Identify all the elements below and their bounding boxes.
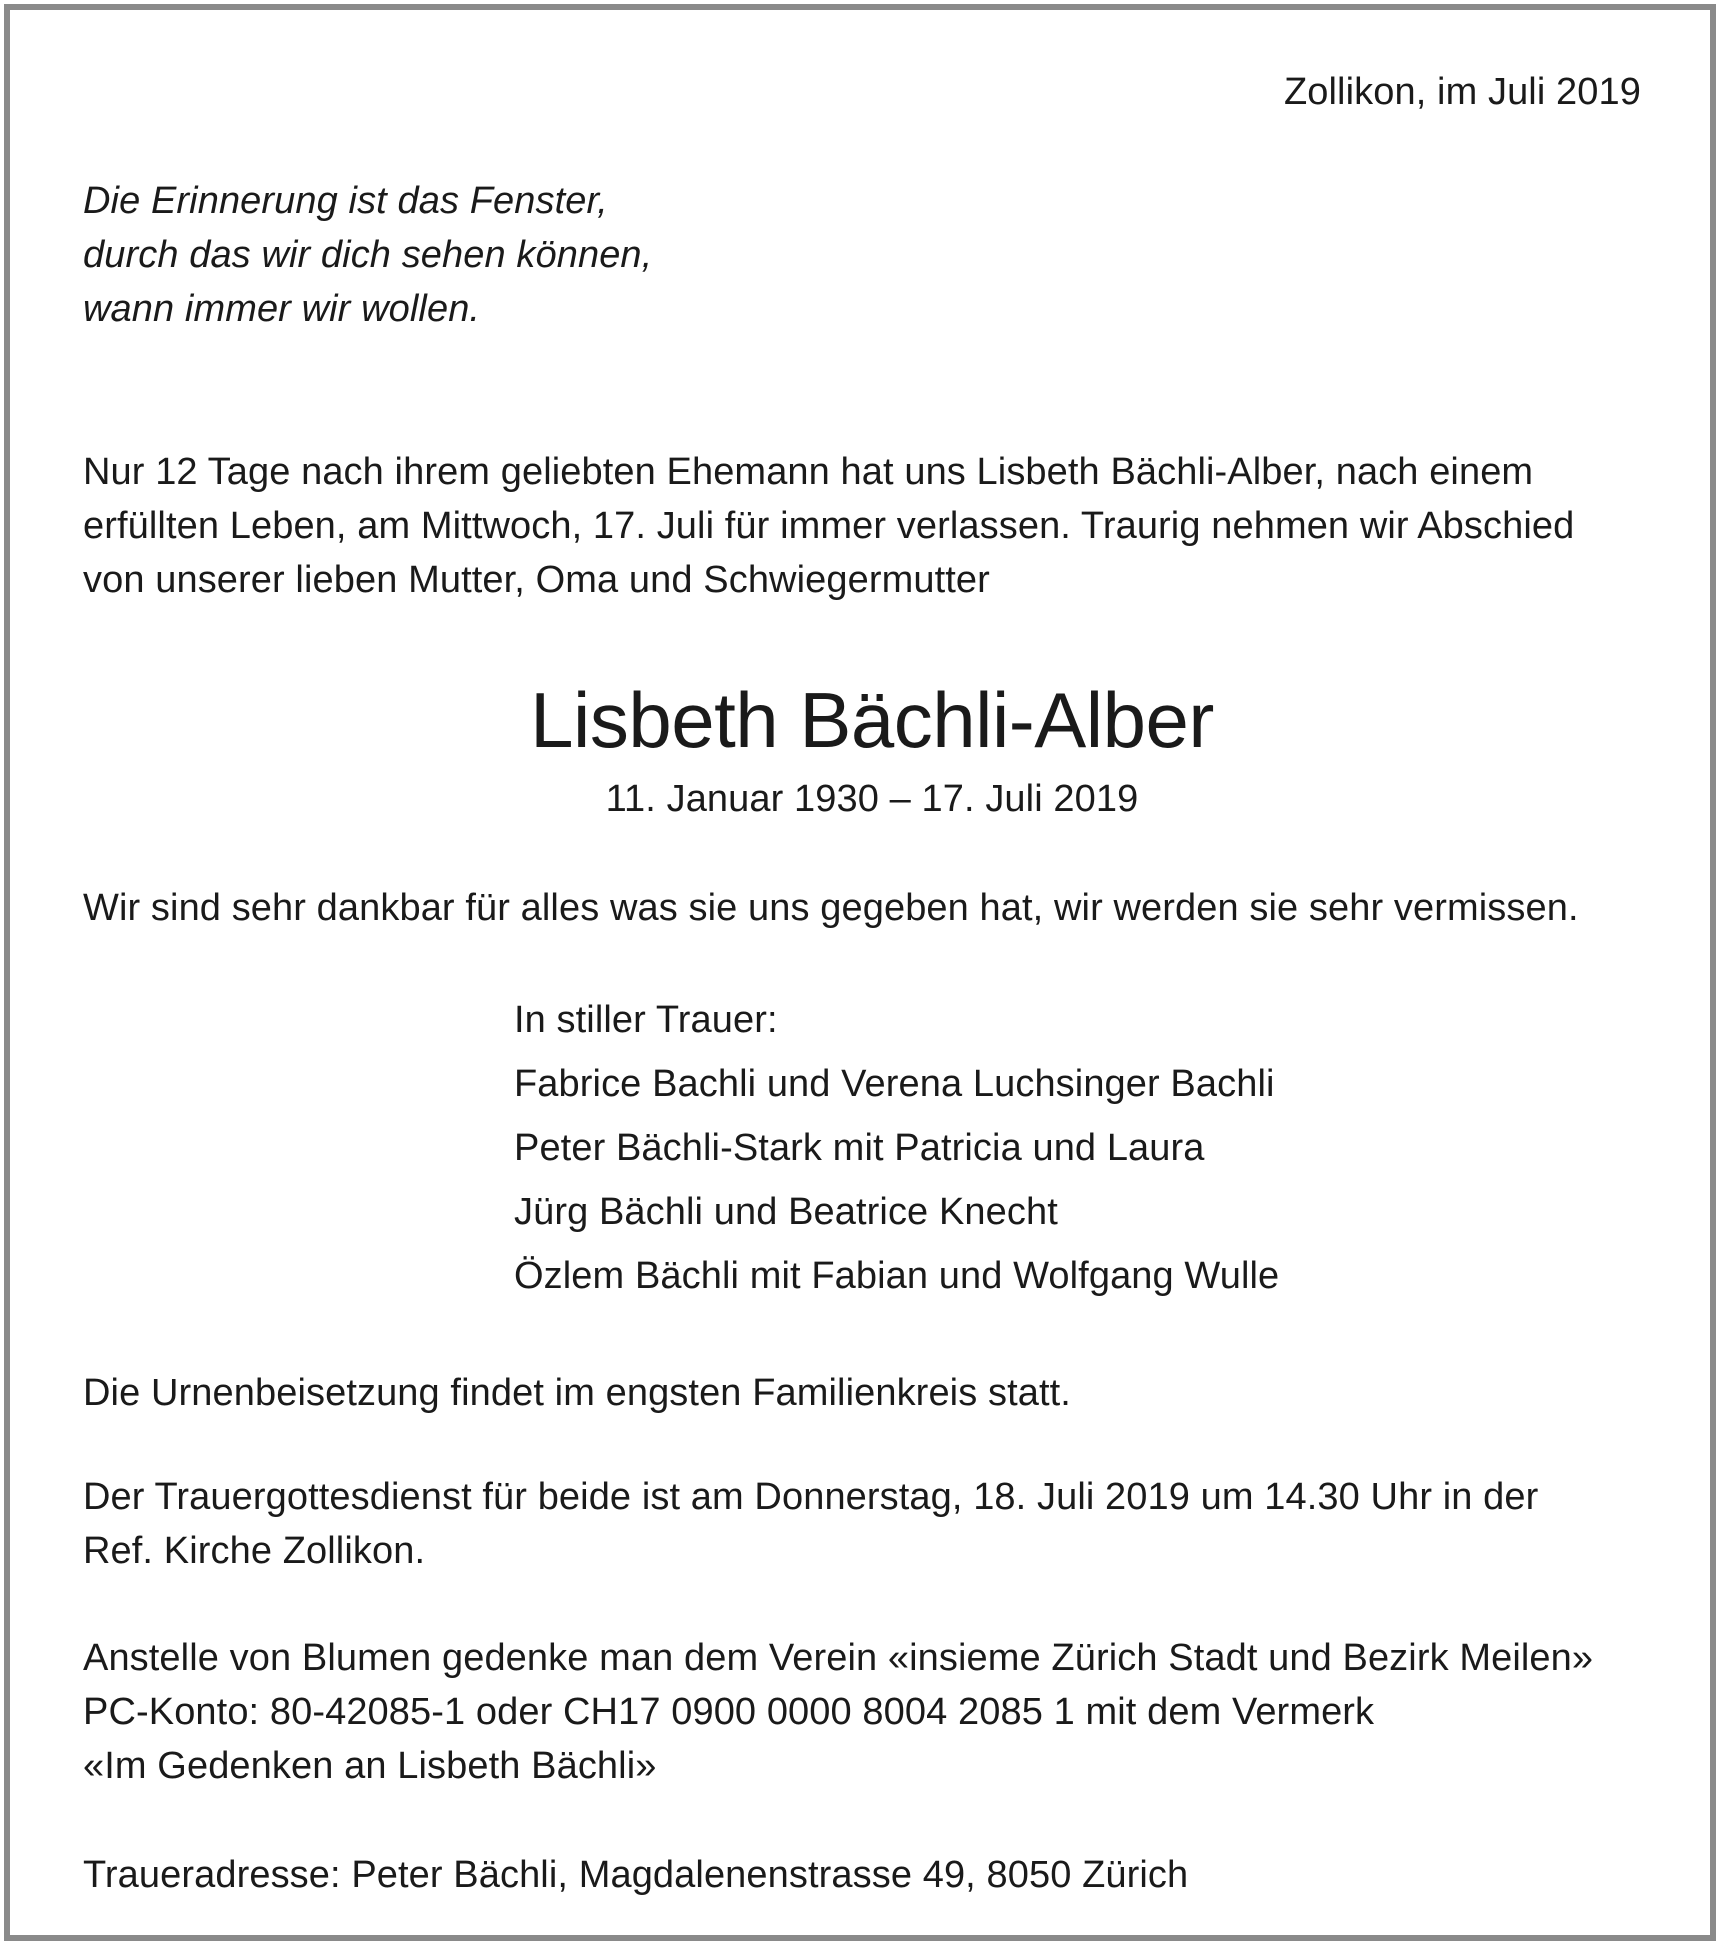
quote-line: durch das wir dich sehen können, xyxy=(83,234,653,276)
mourners-list xyxy=(514,988,1279,1308)
service-line: Ref. Kirche Zollikon. xyxy=(83,1530,426,1572)
mourners-heading: In stiller Trauer: xyxy=(514,999,778,1041)
mourner-entry: Fabrice Bachli und Verena Luchsinger Bachli xyxy=(514,1063,1275,1105)
memorial-quote xyxy=(83,174,652,336)
place-date: Zollikon, im Juli 2019 xyxy=(1283,71,1641,113)
obituary-frame xyxy=(4,4,1716,1941)
mourner-entry: Jürg Bächli und Beatrice Knecht xyxy=(514,1191,1058,1233)
donation-line: PC-Konto: 80-42085-1 oder CH17 0900 0000 8004 2085 1 mit dem Vermerk xyxy=(83,1691,1375,1733)
life-dates: 11. Januar 1930 – 17. Juli 2019 xyxy=(605,778,1139,820)
quote-line: Die Erinnerung ist das Fenster, xyxy=(83,180,608,222)
thanks-text: Wir sind sehr dankbar für alles was sie uns gegeben hat, wir werden sie sehr vermissen. xyxy=(83,887,1579,929)
service-notice xyxy=(83,1470,1538,1578)
intro-paragraph xyxy=(83,445,1574,607)
intro-line: erfüllten Leben, am Mittwoch, 17. Juli für immer verlassen. Traurig nehmen wir Abschied xyxy=(83,505,1575,547)
quote-line: wann immer wir wollen. xyxy=(83,288,481,330)
intro-line: Nur 12 Tage nach ihrem geliebten Ehemann hat uns Lisbeth Bächli-Alber, nach einem xyxy=(83,451,1534,493)
deceased-name: Lisbeth Bächli-Alber xyxy=(530,676,1214,764)
burial-notice: Die Urnenbeisetzung findet im engsten Familienkreis statt. xyxy=(83,1372,1071,1414)
mourner-entry: Özlem Bächli mit Fabian und Wolfgang Wulle xyxy=(514,1255,1280,1297)
donation-line: Anstelle von Blumen gedenke man dem Verein «insieme Zürich Stadt und Bezirk Meilen» xyxy=(83,1637,1594,1679)
mourner-entry: Peter Bächli-Stark mit Patricia und Laura xyxy=(514,1127,1205,1169)
service-line: Der Trauergottesdienst für beide ist am Donnerstag, 18. Juli 2019 um 14.30 Uhr in der xyxy=(83,1476,1539,1518)
mourning-address: Traueradresse: Peter Bächli, Magdalenenstrasse 49, 8050 Zürich xyxy=(83,1854,1189,1896)
intro-line: von unserer lieben Mutter, Oma und Schwiegermutter xyxy=(83,559,990,601)
donation-notice xyxy=(83,1631,1593,1793)
donation-line: «Im Gedenken an Lisbeth Bächli» xyxy=(83,1745,657,1787)
